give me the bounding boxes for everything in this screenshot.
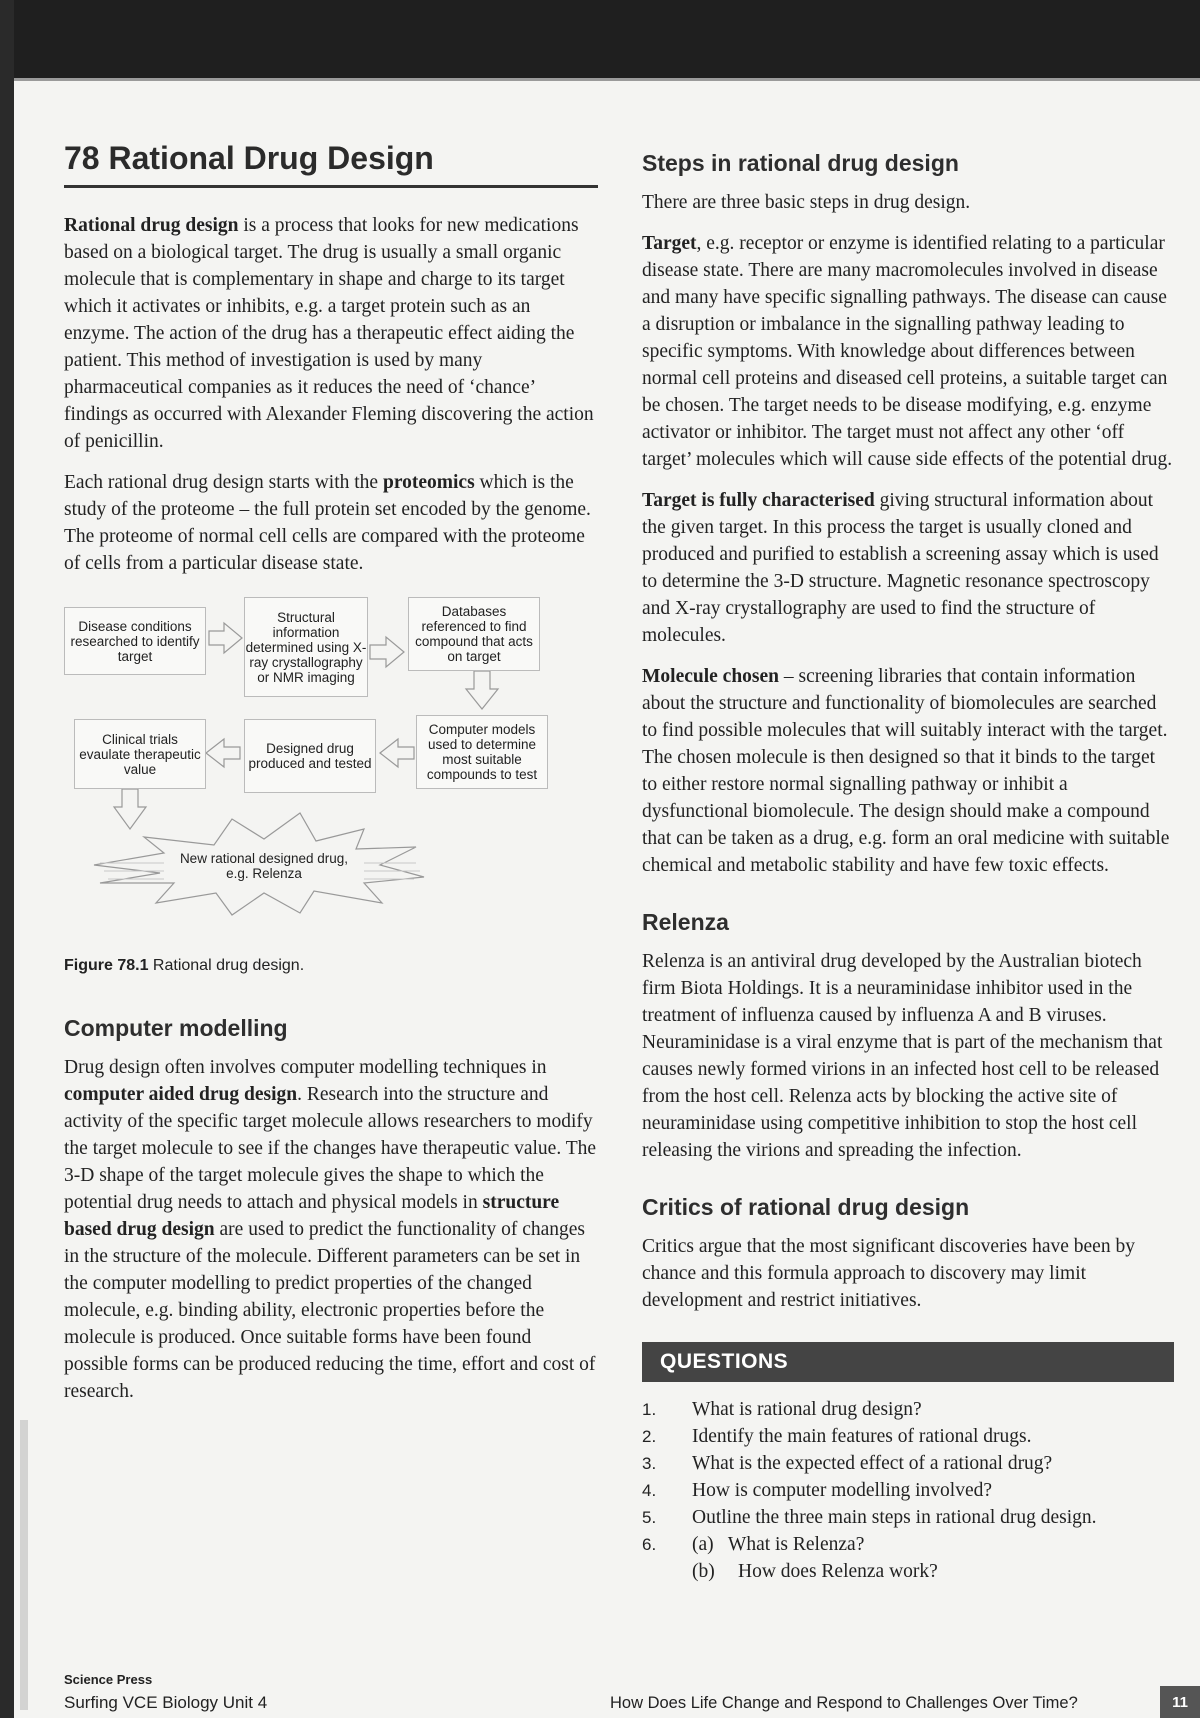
question-text: Outline the three main steps in rational drug design. — [692, 1507, 1097, 1528]
question-number: 6. — [642, 1535, 657, 1554]
arrow-6-burst — [114, 789, 146, 829]
figure-caption-text: Rational drug design. — [148, 957, 305, 974]
term-structure-based-drug-design: structure based drug design — [64, 1192, 560, 1240]
question-sub-text: How does Relenza work? — [738, 1561, 938, 1582]
term-computer-aided-drug-design: computer aided drug design — [64, 1084, 298, 1105]
footer-book-title: Surfing VCE Biology Unit 4 — [64, 1693, 268, 1712]
scan-top-edge — [14, 78, 1200, 81]
question-text: What is the expected effect of a rational drug? — [692, 1453, 1053, 1474]
intro-paragraph-1 — [64, 212, 600, 455]
starburst-label — [164, 851, 364, 881]
heading-relenza: Relenza — [642, 909, 729, 935]
cm-text-2: . Research into the structure and activity of the specific target molecule allows researchers to modify the target molecule to see if the changes have therapeutic value. The 3-D shape of the target molecule gives the shape to which the potential drug needs to attach and physical models in — [64, 1084, 597, 1213]
diagram-box-disease-conditions: Disease conditions researched to identify target — [64, 607, 206, 675]
term-target-characterised: Target is fully characterised — [642, 490, 875, 511]
question-number: 4. — [642, 1481, 657, 1500]
questions-list — [642, 1396, 1174, 1585]
page-number: 11 — [1160, 1686, 1200, 1718]
intro-p2-start: Each rational drug design starts with the — [64, 472, 383, 493]
diagram-box-databases: Databases referenced to find compound that acts on target — [408, 597, 540, 671]
footer-running-title: How Does Life Change and Respond to Challenges Over Time? — [610, 1694, 1078, 1712]
figure-label: Figure 78.1 — [64, 957, 149, 974]
question-text: Identify the main features of rational drugs. — [692, 1426, 1032, 1447]
steps-intro: There are three basic steps in drug design. — [642, 192, 971, 213]
footer-publisher: Science Press — [64, 1672, 153, 1687]
arrow-4-5 — [380, 739, 414, 767]
question-number: 2. — [642, 1427, 657, 1446]
diagram-box-computer-models: Computer models used to determine most suitable compounds to test — [416, 715, 548, 789]
heading-computer-modelling: Computer modelling — [64, 1015, 288, 1041]
question-item — [642, 1504, 1174, 1531]
cm-text-1: Drug design often involves computer modelling techniques in — [64, 1057, 547, 1078]
left-column — [64, 140, 600, 1419]
arrow-1-2 — [209, 623, 242, 653]
question-item — [642, 1477, 1174, 1504]
title-rule — [64, 185, 598, 188]
step-characterised-text: giving structural information about the given target. In this process the target is usually cloned and produced and purified to establish a screening assay which is used to determine the 3-D structure. Magnetic resonance spectroscopy and X-ray crystallography are used to find the structure of molecules. — [642, 490, 1159, 646]
diagram-box-designed-drug: Designed drug produced and tested — [244, 719, 376, 793]
page-left-edge — [0, 0, 14, 1718]
rational-drug-design-diagram — [64, 593, 600, 943]
question-item — [642, 1450, 1174, 1477]
starburst-line-1: New rational designed drug, — [179, 851, 349, 866]
step-target-paragraph — [642, 230, 1174, 473]
term-target: Target — [642, 233, 697, 254]
term-molecule-chosen: Molecule chosen — [642, 666, 780, 687]
right-column — [642, 150, 1174, 1585]
scan-top-band — [14, 0, 1200, 78]
step-molecule-text: – screening libraries that contain information about the structure and functionality of biomolecules are searched to find possible molecules that will suitably interact with the target. The chosen molecule is then designed so that it binds to the target to either restore normal signalling pathway or inhibit a dysfunctional biomolecule. The design should make a compound that can be taken as a drug, e.g. form an oral medicine with suitable chemical and metabolic stability and have few toxic effects. — [642, 666, 1170, 876]
step-target-text: , e.g. receptor or enzyme is identified relating to a particular disease state. There are many macromolecules involved in disease and many have specific signalling pathways. The disease can cause a disruption or imbalance in the signalling pathway leading to specific symptoms. With knowledge about differences between normal cell proteins and diseased cell proteins, a suitable target can be chosen. The target needs to be disease modifying, e.g. enzyme activator or inhibitor. The target must not affect any other ‘off target’ molecules which will cause side effects of the potential drug. — [642, 233, 1173, 470]
step-characterised-paragraph — [642, 487, 1174, 649]
question-item — [642, 1423, 1174, 1450]
relenza-paragraph: Relenza is an antiviral drug developed by the Australian biotech firm Biota Holdings. It is a neuraminidase inhibitor used in the treatment of influenza caused by influenza A and B viruses. Neuraminidase is a viral enzyme that is part of the mechanism that causes newly formed virions in an infected host cell to be released from the host cell. Relenza acts by blocking the active site of neuraminidase using competitive inhibition to stop the host cell releasing the virions and spreading the infection. — [642, 951, 1163, 1161]
term-proteomics: proteomics — [382, 472, 475, 493]
starburst-line-2: e.g. Relenza — [226, 866, 302, 881]
step-molecule-paragraph — [642, 663, 1174, 879]
arrow-2-3 — [370, 637, 404, 667]
question-subitem — [642, 1558, 1174, 1585]
diagram-box-clinical-trials: Clinical trials evaulate therapeutic value — [74, 719, 206, 789]
question-text: What is rational drug design? — [692, 1399, 922, 1420]
question-number: 3. — [642, 1454, 657, 1473]
chapter-title: 78 Rational Drug Design — [64, 140, 434, 176]
intro-paragraph-2 — [64, 469, 600, 577]
question-item — [642, 1531, 1174, 1558]
question-text: How is computer modelling involved? — [692, 1480, 993, 1501]
question-number: 1. — [642, 1400, 657, 1419]
intro-p2-text: which is the study of the proteome – the full protein set encoded by the genome. The proteome of normal cell cells are compared with the proteome of cells from a particular disease state. — [64, 472, 591, 574]
term-rational-drug-design: Rational drug design — [64, 215, 239, 236]
heading-steps: Steps in rational drug design — [642, 150, 959, 176]
question-number: 5. — [642, 1508, 657, 1527]
arrow-5-6 — [206, 739, 240, 767]
question-sub-label: (b) — [692, 1561, 715, 1582]
cm-text-3: are used to predict the functionality of changes in the structure of the molecule. Different parameters can be set in the computer modelling to predict properties of the changed molecule, e.g. binding ability, electronic properties before the molecule is produced. Once suitable forms have been found possible forms can be produced reducing the time, effort and cost of research. — [64, 1219, 596, 1402]
intro-p1-text: is a process that looks for new medications based on a biological target. The drug is usually a small organic molecule that is complementary in shape and charge to its target which it activates or inhibits, e.g. a target protein such as an enzyme. The action of the drug has a therapeutic effect aiding the patient. This method of investigation is used by many pharmaceutical companies as it reduces the need of ‘chance’ findings as occurred with Alexander Fleming discovering the action of penicillin. — [64, 215, 594, 452]
arrow-3-4 — [466, 671, 498, 709]
footer-left — [64, 1672, 267, 1713]
questions-heading: QUESTIONS — [642, 1342, 1174, 1382]
heading-critics: Critics of rational drug design — [642, 1194, 970, 1220]
diagram-box-structural-information: Structural information determined using X-ray crystallography or NMR imaging — [244, 597, 368, 697]
question-text: (a) What is Relenza? — [692, 1534, 865, 1555]
critics-paragraph: Critics argue that the most significant discoveries have been by chance and this formula approach to discovery may limit development and restrict initiatives. — [642, 1236, 1135, 1311]
question-item — [642, 1396, 1174, 1423]
figure-caption — [64, 957, 600, 975]
scan-shadow — [20, 1420, 28, 1710]
computer-modelling-paragraph — [64, 1054, 600, 1405]
